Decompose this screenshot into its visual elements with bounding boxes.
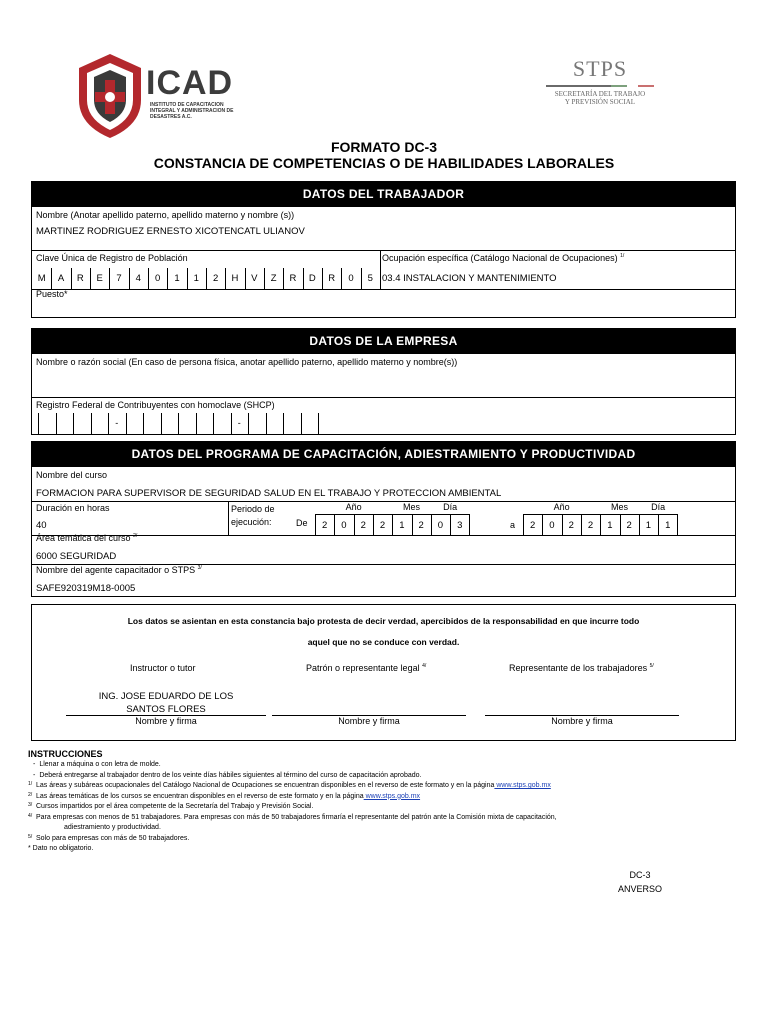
instruction-item	[28, 781, 748, 792]
period-to-divider	[600, 514, 601, 535]
curp-cells	[32, 268, 380, 290]
period-from-divider	[412, 514, 413, 535]
instruction-mark: -	[33, 771, 36, 779]
program-section	[31, 441, 736, 597]
instruction-mark: 2/	[28, 791, 33, 798]
rfc-cell-divider	[143, 413, 144, 434]
agent-value: SAFE920319M18-0005	[36, 583, 136, 594]
period-from-digit: 2	[379, 520, 386, 531]
instruction-text: Deberá entregarse al trabajador dentro de los veinte días hábiles siguientes al término del curso de capacitación aprobado.	[39, 771, 422, 779]
period-to-digit: 1	[645, 520, 652, 531]
period-from-divider	[431, 514, 432, 535]
instruction-item	[28, 813, 748, 834]
company-band: DATOS DE LA EMPRESA	[32, 329, 735, 354]
curp-char-cell: 1	[174, 273, 180, 284]
curp-cell-divider	[264, 268, 265, 290]
period-from-divider	[354, 514, 355, 535]
instruction-text-cont: adiestramiento y productividad.	[64, 824, 161, 831]
stps-sub2: Y PREVISIÓN SOCIAL	[564, 98, 636, 106]
curp-char-cell: R	[76, 273, 84, 284]
period-from-digit: 1	[399, 520, 405, 531]
period-to-divider	[620, 514, 621, 535]
instruction-link[interactable]: www.stps.gob.mx	[494, 782, 551, 789]
stps-name: STPS	[572, 56, 628, 81]
form-title: FORMATO DC-3	[330, 139, 438, 155]
instruction-item	[28, 802, 748, 813]
period-to-header: Año	[553, 502, 570, 512]
rep-title	[509, 663, 654, 673]
instruction-text: Cursos impartidos por el área competente de la Secretaría del Trabajo y Previsión Social.	[36, 803, 314, 810]
rfc-dash: -	[115, 418, 119, 428]
agent-label-text: Nombre del agente capacitador o STPS	[36, 565, 196, 575]
agent-sup: 3/	[197, 565, 202, 571]
period-from-digit: 0	[437, 520, 444, 531]
curp-char-cell: 2	[213, 273, 219, 284]
stps-flag-bar	[546, 85, 654, 87]
curp-char-cell: R	[289, 273, 297, 284]
patron-sup: 4/	[422, 663, 427, 669]
curp-cell-divider	[167, 268, 168, 290]
curp-char-cell: R	[328, 273, 336, 284]
curp-cell-divider	[90, 268, 91, 290]
instructions-list	[28, 760, 748, 855]
instruction-item	[28, 792, 748, 803]
instructions	[28, 749, 748, 855]
patron-sign-label: Nombre y firma	[338, 716, 400, 726]
rfc-cell-divider	[213, 413, 214, 434]
rfc-cell-divider	[178, 413, 179, 434]
rfc-cell-divider	[283, 413, 284, 434]
period-to-divider	[542, 514, 543, 535]
instruction-item	[28, 834, 748, 845]
instruction-mark: 4/	[28, 812, 33, 819]
stps-logo	[540, 56, 660, 106]
rfc-cell-divider	[91, 413, 92, 434]
worker-section	[31, 181, 736, 318]
period-from-divider	[450, 514, 451, 535]
period-from-divider	[373, 514, 374, 535]
worker-name-label: Nombre (Anotar apellido paterno, apellido materno y nombre (s))	[36, 210, 295, 220]
instructor-sign-label: Nombre y firma	[135, 716, 197, 726]
period-from-digit: 3	[457, 520, 463, 531]
curp-char-cell: 0	[348, 273, 354, 284]
puesto-label: Puesto*	[36, 289, 68, 299]
period-to-header: Mes	[610, 502, 628, 512]
rfc-cell-divider	[266, 413, 267, 434]
rfc-cell-divider	[73, 413, 74, 434]
company-section	[31, 328, 736, 435]
duration-value: 40	[36, 520, 47, 531]
curp-cell-divider	[71, 268, 72, 290]
rep-sup: 5/	[649, 663, 654, 669]
period-from-digit: 2	[322, 520, 328, 531]
rep-sign-label: Nombre y firma	[551, 716, 613, 726]
worker-band: DATOS DEL TRABAJADOR	[32, 182, 735, 207]
occupation-sup: 1/	[620, 253, 625, 259]
period-to-divider	[639, 514, 640, 535]
area-label	[36, 533, 137, 543]
period-to-digit: 2	[568, 520, 574, 531]
company-name-label: Nombre o razón social (En caso de persona física, anotar apellido paterno, apellido materno y nombre(s))	[36, 357, 458, 367]
instruction-item	[28, 771, 748, 782]
patron-title-text: Patrón o representante legal	[306, 663, 420, 673]
period-from-digit: 2	[418, 520, 424, 531]
curp-char-cell: 0	[155, 273, 161, 284]
rep-title-text: Representante de los trabajadores	[509, 663, 648, 673]
worker-name-value: MARTINEZ RODRIGUEZ ERNESTO XICOTENCATL ULIANOV	[36, 226, 305, 237]
instruction-mark: 5/	[28, 833, 33, 840]
instruction-text: Las áreas temáticas de los cursos se encuentran disponibles en el reverso de este formato y en la página	[36, 792, 364, 800]
instruction-mark: -	[33, 761, 36, 768]
curp-cell-divider	[148, 268, 149, 290]
curp-cell-divider	[206, 268, 207, 290]
period-grid	[32, 501, 735, 535]
period-from-header: Año	[345, 502, 362, 512]
curp-char-cell: 7	[116, 273, 122, 284]
period-label-1: Periodo de	[231, 504, 275, 514]
instruction-link[interactable]: www.stps.gob.mx	[363, 792, 421, 800]
curp-cell-divider	[361, 268, 362, 290]
period-to-digit: 2	[626, 520, 632, 531]
duration-label: Duración en horas	[36, 503, 110, 513]
instruction-item	[28, 760, 748, 771]
rfc-cell-divider	[318, 413, 319, 434]
instructions-heading: INSTRUCCIONES	[28, 749, 103, 759]
period-to-digit: 2	[530, 520, 536, 531]
period-to-divider	[581, 514, 582, 535]
period-from-header: Mes	[402, 502, 420, 512]
form-subtitle: CONSTANCIA DE COMPETENCIAS O DE HABILIDADES LABORALES	[153, 155, 615, 171]
occupation-value: 03.4 INSTALACION Y MANTENIMIENTO	[382, 273, 557, 284]
curp-char-cell: 4	[135, 273, 141, 284]
occupation-label	[382, 253, 624, 263]
period-to-divider	[562, 514, 563, 535]
curp-cell-divider	[129, 268, 130, 290]
statement-line-2: aquel que no se conduce con verdad.	[307, 637, 460, 647]
curp-char-cell: 5	[367, 273, 373, 284]
rfc-cell-divider	[38, 413, 39, 434]
period-from-divider	[315, 514, 316, 535]
period-from-divider	[469, 514, 470, 535]
area-value: 6000 SEGURIDAD	[36, 551, 117, 562]
curp-char-cell: A	[57, 273, 65, 284]
curp-cell-divider	[283, 268, 284, 290]
rfc-dash: -	[237, 418, 241, 428]
area-label-text: Área temática del curso	[36, 533, 131, 543]
period-from-header: Día	[443, 502, 458, 512]
signature-section	[31, 604, 736, 741]
rfc-cell-divider	[301, 413, 302, 434]
icad-logo	[74, 50, 234, 140]
curp-char-cell: 1	[193, 273, 199, 284]
curp-char-cell: Z	[270, 273, 277, 284]
rfc-cell-divider	[161, 413, 162, 434]
rfc-cell-divider	[196, 413, 197, 434]
period-from-divider	[334, 514, 335, 535]
curp-char-cell: E	[96, 273, 103, 284]
stps-sub1: SECRETARÍA DEL TRABAJO	[554, 90, 646, 98]
instruction-text: Llenar a máquina o con letra de molde.	[39, 761, 161, 768]
curp-cell-divider	[51, 268, 52, 290]
curp-cell-divider	[245, 268, 246, 290]
curp-label: Clave Única de Registro de Población	[36, 253, 188, 263]
area-sup: 2/	[133, 533, 138, 539]
patron-title	[306, 663, 426, 673]
period-to-divider	[658, 514, 659, 535]
logo-text: ICAD	[146, 64, 234, 102]
instruction-mark: 1/	[28, 781, 33, 787]
rfc-cell-divider	[56, 413, 57, 434]
rfc-cells	[32, 413, 332, 434]
instruction-text: Las áreas y subáreas ocupacionales del Catálogo Nacional de Ocupaciones se encuentran disponibles en el reverso de este formato y en la página	[36, 782, 495, 789]
period-from-digit: 0	[341, 520, 347, 531]
period-to-divider	[523, 514, 524, 535]
course-label: Nombre del curso	[36, 470, 108, 480]
a-label: a	[510, 520, 516, 530]
agent-label	[36, 565, 202, 575]
curp-cell-divider	[225, 268, 226, 290]
curp-cell-divider	[187, 268, 188, 290]
period-from-digit: 2	[360, 520, 366, 531]
program-band: DATOS DEL PROGRAMA DE CAPACITACIÓN, ADIESTRAMIENTO Y PRODUCTIVIDAD	[32, 442, 735, 467]
period-to-divider	[677, 514, 678, 535]
occupation-label-text: Ocupación específica (Catálogo Nacional de Ocupaciones)	[382, 253, 618, 263]
de-label: De	[296, 518, 308, 528]
curp-cell-divider	[303, 268, 304, 290]
curp-cell-divider	[322, 268, 323, 290]
period-to-digit: 2	[587, 520, 594, 531]
footer-side: ANVERSO	[617, 884, 662, 894]
instruction-text: * Dato no obligatorio.	[28, 845, 94, 852]
curp-char-cell: H	[231, 273, 239, 284]
period-to-digit: 1	[665, 520, 671, 531]
instruction-item	[28, 844, 748, 855]
rfc-cell-divider	[248, 413, 249, 434]
footer-code: DC-3	[629, 870, 651, 880]
logo-subtext: INSTITUTO DE CAPACITACION INTEGRAL Y ADMINISTRACION DE DESASTRES A.C.	[150, 102, 234, 120]
curp-cell-divider	[109, 268, 110, 290]
instructor-name-1: ING. JOSE EDUARDO DE LOS	[98, 691, 234, 702]
period-to-header: Día	[651, 502, 666, 512]
rfc-cell-divider	[126, 413, 127, 434]
instructor-title: Instructor o tutor	[130, 663, 196, 673]
curp-char-cell: M	[37, 273, 46, 284]
instruction-text: Solo para empresas con más de 50 trabajadores.	[36, 834, 190, 842]
statement-line-1: Los datos se asientan en esta constancia bajo protesta de decir verdad, apercibidos de la responsabilidad en que incurre todo	[127, 616, 640, 626]
curp-char-cell: V	[251, 273, 258, 284]
period-label-2: ejecución:	[231, 517, 272, 527]
instructor-name-2: SANTOS FLORES	[126, 704, 206, 715]
instruction-mark: 3/	[28, 802, 33, 808]
course-value: FORMACION PARA SUPERVISOR DE SEGURIDAD SALUD EN EL TRABAJO Y PROTECCION AMBIENTAL	[36, 488, 502, 499]
rfc-label: Registro Federal de Contribuyentes con homoclave (SHCP)	[36, 400, 275, 410]
curp-char-cell: D	[308, 273, 316, 284]
period-to-digit: 0	[549, 520, 555, 531]
instruction-text: Para empresas con menos de 51 trabajadores. Para empresas con más de 50 trabajadores firmaría el representante del patrón ante la Comisión mixta de capacitación,	[36, 813, 557, 821]
period-to-digit: 1	[607, 520, 613, 531]
curp-cell-divider	[341, 268, 342, 290]
period-from-divider	[392, 514, 393, 535]
